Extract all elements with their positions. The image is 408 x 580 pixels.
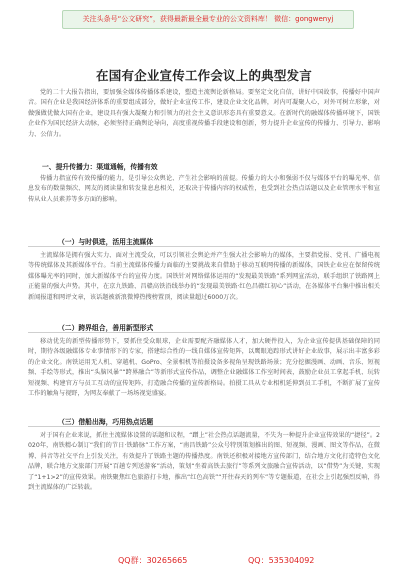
- divider: [28, 332, 380, 333]
- subsection-3-body: 对于国有企业来说，抓住主流媒体设置的话题和议程，“蹭上”社会热点话题流量，不失为一种提升企业宣传效果的“捷径”。2020年，南铁精心制订“我们的节日·铁路脉”工作方案，“南昌铁路”公众号特别策划推出的图、短视频、漫画、图文等作品，在微博、抖音等社交平台上引发关注，有效提升了铁路主题的传播热度。南铁还积极对接地方宣传部门，结合地方文化打造特色文化品牌，联合地方文旅部门开展“百趟专列送游客”活动，策划“坐着高铁去旅行”等系列文旅融合宣传活动，以“借势”为关键，实现了“1+1>2”的宣传效果。南铁聚焦红色旅游打卡地，推出“红色高铁”“开往春天的列车”等专题报道，在社会上引起强烈反响，得到主流媒体的广泛转载。: [28, 432, 380, 492]
- section-1-heading: 一、提升传播力：渠道通畅，传播有效: [42, 163, 158, 171]
- subsection-2-body: 移动优先的新型传播形势下，要抓住受众眼球，企业需要配齐融媒体人才，加大硬件投入，为企业宣传提供基础保障的同时，期待各级融媒体专业事情形下的专家，搭建综合性的一线自媒体宣传矩阵，以鹰眼追踪形式讲好企业故事，展示出丰富多彩的企业文化。南铁运用无人机、穿越机、GoPro、全景相机等拍摄设备多视角呈现铁路场景；充分挖掘漫画、动画、音乐、短视频、手绘等形式，推出“头脑风暴”“跨界融合”等新形式宣传作品，调整企业融媒体工作室时间表，鼓励企业员工拿起手机、玩转短视频、构建官方与员工互动的宣传矩阵，打造融合传播的宣传新格局。拍摄工具从专业相机延伸到员工手机，不断扩展了宣传工作的触角与视野，为网友奉献了一场场视觉盛宴。: [28, 338, 380, 398]
- subsection-3-heading: （三）借船出海，巧用热点话题: [58, 418, 154, 426]
- subsection-1-heading: （一）与时俱进，活用主流媒体: [58, 238, 154, 246]
- footer: [28, 552, 380, 570]
- promo-banner[interactable]: 关注头条号“公文研究”，获得最新最全最专业的公文资料库！ 微信：gongwenyj: [62, 10, 354, 29]
- subsection-1-body: 主流媒体是拥有强大实力、面对主流受众，可以引领社会舆论并产生强大社会影响力的媒体，主要指党报、党刊、广播电视等传统媒体及其新媒体平台。当前主流媒体传播力面临的主要挑战来自借助于移动互联网传播的新媒体，国铁企业应在保留传统媒体曝光率的同时，加大新媒体平台的宣传力度。国铁针对网络媒体运用的“发现最美铁路”系列网宣活动，联手组织了铁路网上正能量的强大声势。其中，在京九铁路、昌赣高铁沿线举办的“发现最美铁路·红色昌赣红初心”活动，在各媒体平台集中推出相关新闻报道和网评文章，该话题被新浪微博热搜榜置顶，阅读量超过6000万次。: [28, 252, 380, 301]
- divider: [28, 246, 380, 247]
- section-1-body: 传播力指宣传有效传播的能力，是引导公众舆论、产生社会影响的前提。传播力的大小和强弱不仅与媒体平台的曝光率、信息发布的数量频次、网友的阅读量和转发量息息相关，还取决于传播内容的权威性，也受到社会热点话题以及企业管理水平和宣传从业人员素养等多方面的影响。: [28, 175, 380, 203]
- qq-group-text: QQ群：30265665: [118, 556, 188, 565]
- document-title: 在国有企业宣传工作会议上的典型发言: [96, 68, 312, 83]
- divider: [28, 426, 380, 427]
- qq-text: QQ：535304092: [248, 556, 315, 565]
- subsection-2-heading: （二）跨界组合，善用新型形式: [58, 324, 154, 332]
- intro-paragraph: 党的二十大报告指出，要加强全媒体传播体系建设，塑造主流舆论新格局。要坚定文化自信，讲好中国故事，传播好中国声音。国有企业是我国经济体系的重要组成部分，做好企业宣传工作，建设企业文化品牌，对内可凝聚人心，对外可树立形象，对做强做优做大国有企业，建设具有强大凝聚力和引领力的社会主义意识形态具有重要意义。在新时代的融媒体传播环境下，国铁企业作为国民经济大动脉，必须坚持正确舆论导向，高度重视传播手段建设和创新，努力提升企业宣传的传播力、引导力、影响力、公信力。: [28, 89, 380, 138]
